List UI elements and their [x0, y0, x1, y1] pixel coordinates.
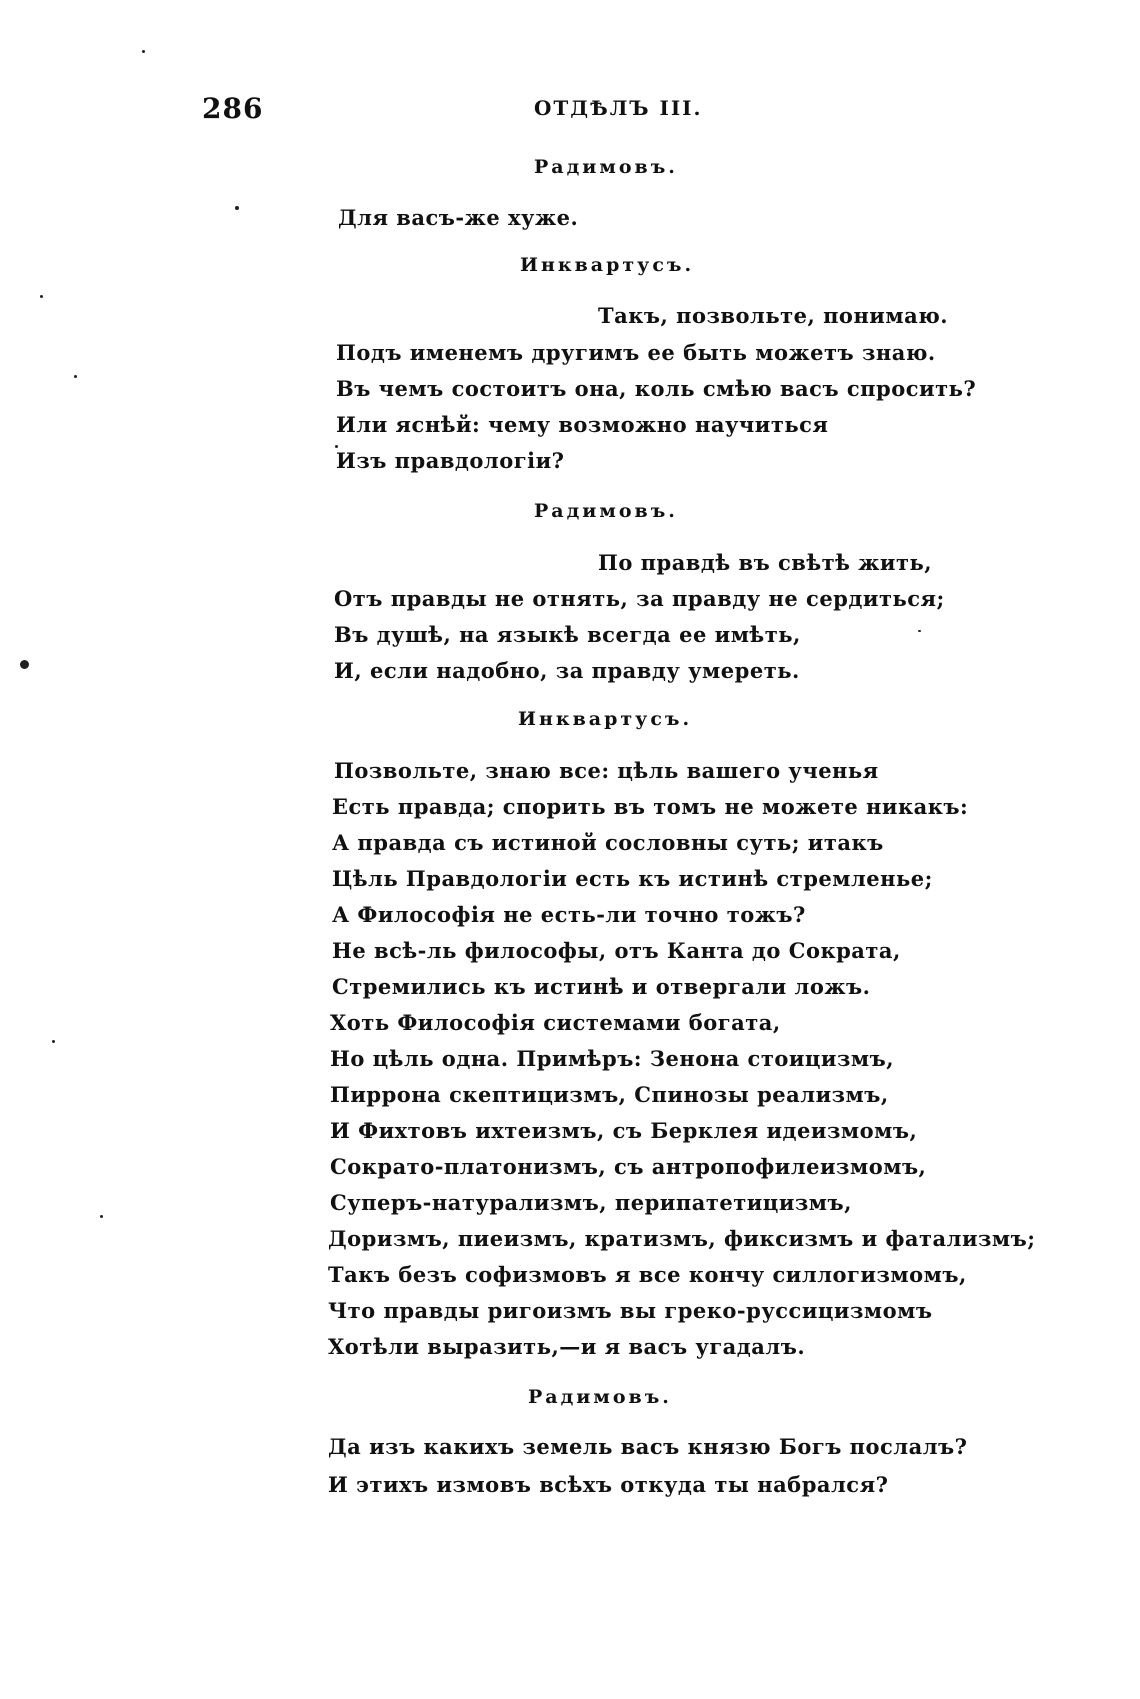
verse-line: Но цѣль одна. Примѣръ: Зенона стоицизмъ,: [330, 1046, 895, 1071]
verse-line: А Философія не есть-ли точно тожъ?: [332, 902, 806, 927]
scan-speck: [52, 1040, 55, 1043]
verse-line: Есть правда; спорить въ томъ не можете никакъ:: [332, 794, 969, 819]
verse-line: Доризмъ, пиеизмъ, кратизмъ, фиксизмъ и фатализмъ;: [328, 1226, 1036, 1251]
verse-line: Для васъ-же хуже.: [338, 205, 579, 230]
verse-line: Да изъ какихъ земель васъ князю Богъ послалъ?: [328, 1434, 968, 1459]
scan-speck: [40, 295, 43, 298]
speaker-name: Инквартусъ.: [520, 254, 695, 276]
scan-speck: [100, 1215, 103, 1218]
speaker-name: Инквартусъ.: [518, 708, 693, 730]
verse-line: Отъ правды не отнять, за правду не сердиться;: [334, 586, 945, 611]
verse-line: Или яснѣй: чему возможно научиться: [336, 412, 829, 437]
verse-line: Что правды ригоизмъ вы греко-руссицизмомъ: [328, 1298, 933, 1323]
verse-line: По правдѣ въ свѣтѣ жить,: [598, 550, 933, 575]
verse-line: Суперъ-натурализмъ, перипатетицизмъ,: [330, 1190, 852, 1215]
verse-line: Такъ, позвольте, понимаю.: [598, 303, 949, 328]
verse-line: Цѣль Правдологіи есть къ истинѣ стремленье;: [332, 866, 933, 891]
speaker-name: Радимовъ.: [528, 1386, 672, 1408]
verse-line: Стремились къ истинѣ и отвергали ложъ.: [332, 974, 871, 999]
verse-line: Хоть Философія системами богата,: [330, 1010, 781, 1035]
speaker-name: Радимовъ.: [534, 500, 678, 522]
verse-line: Такъ безъ софизмовъ я все кончу силлогизмомъ,: [328, 1262, 967, 1287]
scan-speck: [20, 660, 29, 669]
scan-speck: [74, 375, 77, 378]
verse-line: Подъ именемъ другимъ ее быть можетъ знаю.: [336, 340, 936, 365]
verse-line: Въ душѣ, на языкѣ всегда ее имѣть,: [334, 622, 801, 647]
scan-speck: [335, 445, 338, 448]
verse-line: Не всѣ-ль философы, отъ Канта до Сократа,: [332, 938, 901, 963]
scan-speck: [235, 206, 239, 210]
verse-line: Изъ правдологіи?: [336, 448, 565, 473]
verse-line: И этихъ измовъ всѣхъ откуда ты набрался?: [328, 1472, 889, 1497]
page-number: 286: [202, 92, 264, 125]
scan-speck: [918, 630, 921, 632]
verse-line: Пиррона скептицизмъ, Спинозы реализмъ,: [330, 1082, 889, 1107]
verse-line: И, если надобно, за правду умереть.: [334, 658, 800, 683]
verse-line: И Фихтовъ ихтеизмъ, съ Берклея идеизмомъ,: [330, 1118, 918, 1143]
verse-line: Хотѣли выразить,—и я васъ угадалъ.: [328, 1334, 806, 1359]
running-head: ОТДѢЛЪ III.: [534, 96, 703, 120]
scan-speck: [142, 50, 145, 53]
verse-line: Позвольте, знаю все: цѣль вашего ученья: [334, 758, 879, 783]
speaker-name: Радимовъ.: [534, 156, 678, 178]
verse-line: А правда съ истиной сословны суть; итакъ: [332, 830, 884, 855]
verse-line: Сократо-платонизмъ, съ антропофилеизмомъ,: [330, 1154, 927, 1179]
verse-line: Въ чемъ состоитъ она, коль смѣю васъ спросить?: [336, 376, 977, 401]
